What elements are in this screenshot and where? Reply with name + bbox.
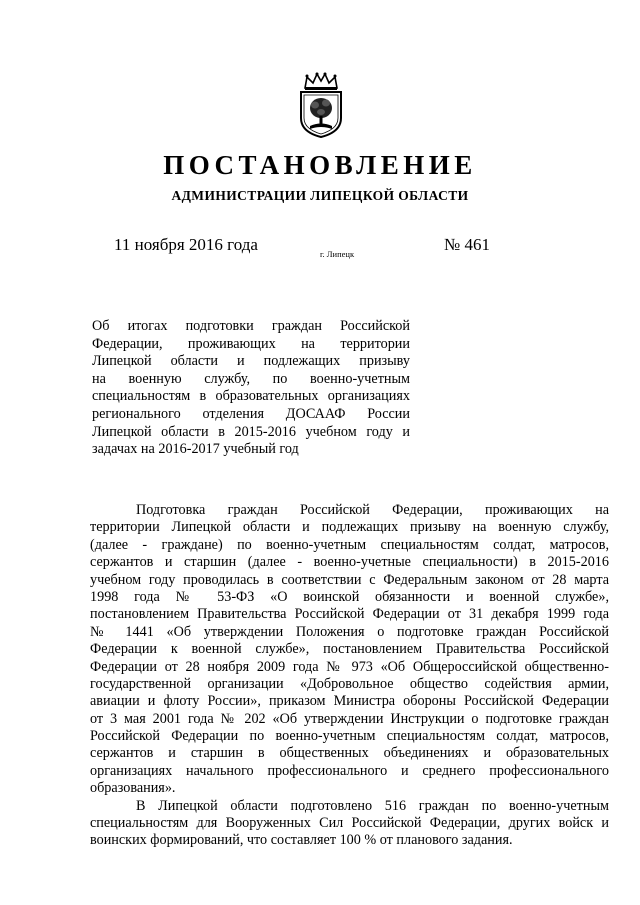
body-line: (далее - граждане) по военно-учетным специальностям солдат, матросов, xyxy=(90,536,609,553)
body-line: государственной организации «Добровольное общество содействия армии, xyxy=(90,675,609,692)
body-line: 1998 года № 53-ФЗ «О воинской обязанности и военной службе», xyxy=(90,588,609,605)
body-line: сержантов и старшин в общественных объединениях и образовательных xyxy=(90,745,609,762)
body-line: территории Липецкой области и подлежащих призыву на военную службу, xyxy=(90,519,609,536)
body-line: авиации и флоту России», приказом Министра обороны Российской Федерации xyxy=(90,693,609,710)
coat-of-arms-icon xyxy=(296,72,346,138)
body-line: Российской Федерации по военно-учетным специальностям солдат, матросов, xyxy=(90,728,609,745)
subject-line: Липецкой области в 2015-2016 учебном году и xyxy=(92,423,410,440)
subject-line: специальностям в образовательных организациях xyxy=(92,388,410,405)
document-city: г. Липецк xyxy=(320,249,355,259)
subject-line: Федерации, проживающих на территории xyxy=(92,335,410,352)
document-subject xyxy=(92,318,410,459)
body-line: Федерации от 28 ноября 2009 года № 973 «Об Общероссийской общественно- xyxy=(90,658,609,675)
body-line: сержантов и старшин (далее - военно-учетные специальности) в 2015-2016 xyxy=(90,554,609,571)
subject-line: регионального отделения ДОСААФ России xyxy=(92,405,410,422)
body-line: № 1441 «Об утверждении Положения о подготовке граждан Российской xyxy=(90,623,609,640)
document-title: ПОСТАНОВЛЕНИЕ xyxy=(163,150,477,180)
document-number: № 461 xyxy=(444,235,490,254)
body-line: постановлением Правительства Российской Федерации от 31 декабря 1999 года xyxy=(90,606,609,623)
body-line: воинских формирований, что составляет 100 % от планового задания. xyxy=(90,832,513,849)
body-line: образования». xyxy=(90,780,176,797)
body-line: учебном году проводилась в соответствии с Федеральным законом от 28 марта xyxy=(90,571,609,588)
body-line: организациях начального профессионального и среднего профессионального xyxy=(90,762,609,779)
document-issuer: АДМИНИСТРАЦИИ ЛИПЕЦКОЙ ОБЛАСТИ xyxy=(171,188,469,203)
subject-line: задачах на 2016-2017 учебный год xyxy=(92,441,299,458)
document-body xyxy=(90,502,609,850)
body-line: В Липецкой области подготовлено 516 граждан по военно-учетным xyxy=(136,797,609,814)
body-line: от 3 мая 2001 года № 202 «Об утверждении Инструкции о подготовке граждан xyxy=(90,710,609,727)
subject-line: Об итогах подготовки граждан Российской xyxy=(92,318,410,334)
subject-line: Липецкой области и подлежащих призыву xyxy=(92,353,410,370)
document-date: 11 ноября 2016 года xyxy=(114,235,258,254)
subject-line: на военную службу, по военно-учетным xyxy=(92,370,410,387)
body-line: Подготовка граждан Российской Федерации, проживающих на xyxy=(136,502,609,518)
body-line: Федерации к военной службе», постановлением Правительства Российской xyxy=(90,641,609,658)
body-line: специальностям для Вооруженных Сил Российской Федерации, других войск и xyxy=(90,815,609,832)
